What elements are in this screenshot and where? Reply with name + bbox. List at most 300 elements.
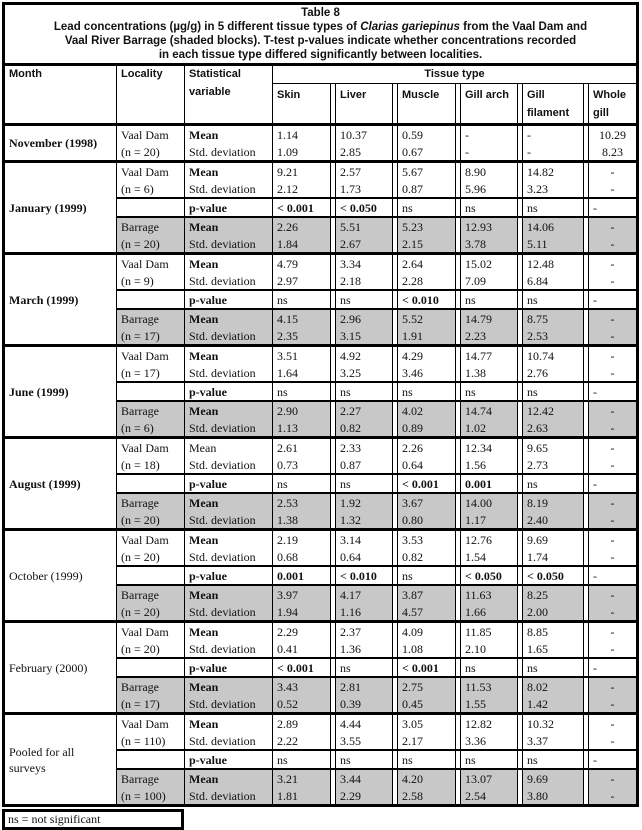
locality-n: (n = 20) [117,548,185,566]
p-value-cell: ns [398,382,456,401]
stat-label-p: p-value [185,198,273,217]
value-cell: 5.96 [465,181,486,196]
value-cell: 7.09 [465,273,486,288]
value-cell: - [589,603,638,622]
value-cell: 12.42 [523,401,584,419]
table-row [4,438,638,457]
locality-n: (n = 100) [117,787,185,806]
stat-label-mean: Mean [185,438,273,457]
p-value-cell: ns [461,382,518,401]
value-cell: 3.05 [398,714,456,733]
value-cell: 2.89 [273,714,331,733]
value-cell: 1.38 [273,511,331,530]
stat-label-sd: Std. deviation [185,364,273,382]
value-cell: 14.82 [523,162,584,181]
caption-line: in each tissue type differed significantly between localities. [158,49,483,61]
p-value-cell: - [589,198,638,217]
value-cell: 3.55 [340,733,361,748]
value-cell: - [589,401,638,419]
value-cell: 2.29 [273,622,331,641]
p-value-cell: ns [461,750,518,769]
value-cell: 11.53 [461,677,518,695]
value-cell: 4.57 [398,603,456,622]
value-cell: 2.53 [523,327,584,346]
value-cell: 2.00 [523,603,584,622]
value-cell: 1.74 [527,549,548,564]
value-cell: 1.84 [273,235,331,254]
value-cell: 0.82 [402,549,423,564]
stat-label-p: p-value [185,566,273,585]
stat-label-mean: Mean [185,254,273,273]
value-cell: 3.25 [340,365,361,380]
value-cell: - [610,273,615,288]
value-cell: 9.69 [523,530,584,549]
value-cell: 1.38 [465,365,486,380]
stat-label-p: p-value [185,658,273,677]
month-cell: March (1999) [4,254,117,346]
month-cell: Pooled for all surveys [4,714,117,806]
value-cell: 0.45 [398,695,456,714]
month-cell: February (2000) [4,622,117,714]
species-name: Clarias gariepinus [360,21,460,33]
value-cell: 2.76 [527,365,548,380]
locality-n: (n = 18) [117,456,185,474]
value-cell: 1.81 [273,787,331,806]
value-cell: 1.14 [273,125,331,144]
value-cell: - [589,677,638,695]
value-cell: - [589,530,638,549]
locality-name: Barrage [117,309,185,327]
value-cell: 2.26 [273,217,331,235]
value-cell: - [589,217,638,235]
stat-label-sd: Std. deviation [185,143,273,162]
value-cell: 2.67 [336,235,393,254]
value-cell: 14.00 [461,493,518,511]
p-value-cell: - [589,750,638,769]
value-cell: 2.10 [465,641,486,656]
value-cell: 1.66 [461,603,518,622]
value-cell: 9.69 [523,769,584,787]
caption-line [9,20,632,34]
value-cell: - [589,327,638,346]
header-text: filament [527,107,570,119]
value-cell: 6.84 [527,273,548,288]
value-cell: 1.42 [523,695,584,714]
locality-name: Vaal Dam [117,125,185,144]
stat-label-sd: Std. deviation [185,732,273,750]
table-row [4,714,638,733]
locality-n: (n = 20) [117,603,185,622]
value-cell: 4.29 [398,346,456,365]
p-value-cell: ns [461,198,518,217]
header-month: Month [9,68,42,80]
value-cell: 1.08 [402,641,423,656]
table-row [4,622,638,641]
value-cell: - [589,235,638,254]
p-value-cell: ns [336,658,393,677]
value-cell: 11.63 [461,585,518,603]
value-cell: 12.48 [523,254,584,273]
value-cell: 0.64 [340,549,361,564]
p-value-cell: ns [523,474,584,493]
locality-name: Vaal Dam [117,346,185,365]
locality-name: Barrage [117,585,185,603]
p-value-cell: - [589,382,638,401]
header-text: gill [593,107,609,119]
value-cell: 8.02 [523,677,584,695]
value-cell: 0.41 [273,640,331,658]
caption-line: Vaal River Barrage (shaded blocks). T-test p-values indicate whether concentrations recorded [64,35,577,47]
month-cell: November (1998) [4,125,117,162]
month-cell: October (1999) [4,530,117,622]
p-value-cell: ns [523,382,584,401]
stat-label-mean: Mean [185,769,273,787]
value-cell: 1.02 [461,419,518,438]
header-row [4,65,638,84]
p-value-cell: ns [523,198,584,217]
stat-label-sd: Std. deviation [185,695,273,714]
header-tissue [589,84,638,125]
header-tissue [461,84,518,125]
p-value-cell: ns [273,382,331,401]
value-cell: 3.51 [273,346,331,365]
value-cell: - [610,181,615,196]
value-cell: 1.17 [461,511,518,530]
value-cell: - [610,457,615,472]
month-cell: August (1999) [4,438,117,530]
value-cell: 4.20 [398,769,456,787]
value-cell: 0.89 [398,419,456,438]
value-cell: 3.46 [402,365,423,380]
value-cell: - [461,125,518,144]
value-cell: - [589,769,638,787]
header-locality: Locality [117,65,185,125]
header-statistical-variable [185,65,273,125]
value-cell: 1.55 [461,695,518,714]
value-cell: 1.64 [273,364,331,382]
value-cell: 14.06 [523,217,584,235]
locality-n: (n = 20) [117,640,185,658]
locality-empty [117,290,185,309]
stat-label-sd: Std. deviation [185,548,273,566]
value-cell: 2.23 [461,327,518,346]
value-cell: - [610,365,615,380]
locality-n: (n = 9) [117,272,185,290]
p-value-cell: ns [273,750,331,769]
value-cell: - [589,254,638,273]
value-cell: - [465,144,469,159]
p-value-cell: < 0.050 [523,566,584,585]
value-cell: 8.90 [461,162,518,181]
value-cell: 2.73 [527,457,548,472]
value-cell: 10.37 [336,125,393,144]
value-cell: 3.15 [336,327,393,346]
value-cell: 11.85 [461,622,518,641]
value-cell: 3.87 [398,585,456,603]
p-value-cell: < 0.001 [398,474,456,493]
value-cell: 5.52 [398,309,456,327]
value-cell: 2.96 [336,309,393,327]
stat-label-sd: Std. deviation [185,640,273,658]
value-cell: 0.64 [402,457,423,472]
value-cell: 2.97 [273,272,331,290]
value-cell: 2.19 [273,530,331,549]
header-text: Whole [593,89,626,101]
data-table [2,63,639,807]
p-value-cell: - [589,290,638,309]
value-cell: 0.87 [340,457,361,472]
value-cell: 4.92 [336,346,393,365]
value-cell: - [527,144,531,159]
footnote: ns = not significant [2,809,184,830]
value-cell: 13.07 [461,769,518,787]
value-cell: 2.28 [402,273,423,288]
value-cell: 0.80 [398,511,456,530]
value-cell: 12.76 [461,530,518,549]
p-value-cell: < 0.010 [398,290,456,309]
locality-name: Barrage [117,677,185,695]
value-cell: 3.53 [398,530,456,549]
value-cell: 2.63 [523,419,584,438]
p-value-cell: ns [273,474,331,493]
value-cell: 2.61 [273,438,331,457]
value-cell: 14.74 [461,401,518,419]
locality-name: Vaal Dam [117,438,185,457]
value-cell: 4.15 [273,309,331,327]
stat-label-sd: Std. deviation [185,511,273,530]
value-cell: 1.94 [273,603,331,622]
locality-name: Barrage [117,493,185,511]
value-cell: 3.43 [273,677,331,695]
stat-label-sd: Std. deviation [185,603,273,622]
p-value-cell: - [589,658,638,677]
header-text: Liver [340,89,367,101]
header-text: Statistical [189,68,241,80]
header-text: Gill [527,89,545,101]
value-cell: - [589,419,638,438]
stat-label-sd: Std. deviation [185,235,273,254]
locality-n: (n = 20) [117,143,185,162]
value-cell: 8.75 [523,309,584,327]
stat-label-mean: Mean [185,493,273,511]
p-value-cell: < 0.050 [461,566,518,585]
value-cell: - [589,309,638,327]
p-value-cell: < 0.001 [398,658,456,677]
value-cell: - [610,549,615,564]
locality-name: Vaal Dam [117,162,185,181]
p-value-cell: ns [461,290,518,309]
value-cell: 3.36 [465,733,486,748]
stat-label-sd: Std. deviation [185,419,273,438]
value-cell: 0.68 [273,548,331,566]
value-cell: 2.35 [273,327,331,346]
p-value-cell: ns [273,290,331,309]
value-cell: 2.18 [340,273,361,288]
value-cell: 3.21 [273,769,331,787]
value-cell: 8.19 [523,493,584,511]
stat-label-mean: Mean [185,714,273,733]
value-cell: 3.67 [398,493,456,511]
caption-text: from the Vaal Dam and [459,21,588,33]
header-text: Gill arch [465,89,510,101]
locality-name: Vaal Dam [117,530,185,549]
value-cell: 4.44 [336,714,393,733]
value-cell: 1.91 [398,327,456,346]
p-value-cell: ns [523,750,584,769]
value-cell: 14.79 [461,309,518,327]
value-cell: - [589,714,638,733]
stat-label-sd: Std. deviation [185,272,273,290]
value-cell: 0.59 [398,125,456,144]
value-cell: 3.97 [273,585,331,603]
value-cell: 0.73 [273,456,331,474]
locality-empty [117,750,185,769]
value-cell: 2.85 [340,144,361,159]
header-text: variable [189,86,231,98]
table-number: Table 8 [301,7,340,19]
stat-label-p: p-value [185,382,273,401]
value-cell: 2.40 [523,511,584,530]
value-cell: 3.44 [336,769,393,787]
locality-empty [117,474,185,493]
value-cell: 1.54 [465,549,486,564]
stat-label-sd: Std. deviation [185,456,273,474]
value-cell: 1.65 [527,641,548,656]
value-cell: 1.13 [273,419,331,438]
value-cell: 1.16 [336,603,393,622]
value-cell: 2.29 [336,787,393,806]
value-cell: 3.37 [527,733,548,748]
stat-label-mean: Mean [185,162,273,181]
header-tissue [273,84,331,125]
value-cell: 4.79 [273,254,331,273]
value-cell: 2.22 [273,732,331,750]
table-row [4,125,638,144]
p-value-cell: ns [461,658,518,677]
stat-label-mean: Mean [185,217,273,235]
value-cell: 4.09 [398,622,456,641]
p-value-cell: < 0.010 [336,566,393,585]
value-cell: 3.80 [523,787,584,806]
p-value-cell: ns [336,290,393,309]
stat-label-mean: Mean [185,401,273,419]
value-cell: 0.87 [402,181,423,196]
value-cell: 5.67 [398,162,456,181]
locality-n: (n = 17) [117,364,185,382]
value-cell: 10.32 [523,714,584,733]
header-tissue [523,84,584,125]
stat-label-mean: Mean [185,677,273,695]
value-cell: 2.75 [398,677,456,695]
month-cell: January (1999) [4,162,117,254]
stat-label-p: p-value [185,290,273,309]
value-cell: - [589,787,638,806]
locality-n: (n = 17) [117,327,185,346]
value-cell: 10.74 [523,346,584,365]
locality-empty [117,382,185,401]
value-cell: - [589,346,638,365]
value-cell: - [589,511,638,530]
value-cell: - [589,162,638,181]
locality-name: Barrage [117,217,185,235]
p-value-cell: ns [398,566,456,585]
table-row [4,530,638,549]
stat-label-mean: Mean [185,585,273,603]
header-tissue [398,84,456,125]
locality-empty [117,658,185,677]
value-cell: 8.25 [523,585,584,603]
value-cell: 5.51 [336,217,393,235]
value-cell: 3.23 [527,181,548,196]
locality-n: (n = 6) [117,419,185,438]
locality-name: Barrage [117,769,185,787]
stat-label-sd: Std. deviation [185,327,273,346]
stat-label-sd: Std. deviation [185,180,273,198]
stat-label-p: p-value [185,750,273,769]
value-cell: - [610,641,615,656]
value-cell: 1.36 [340,641,361,656]
p-value-cell: < 0.001 [273,198,331,217]
locality-name: Vaal Dam [117,714,185,733]
header-text: Skin [277,89,301,101]
p-value-cell: < 0.001 [273,658,331,677]
value-cell: 2.90 [273,401,331,419]
value-cell: 3.34 [336,254,393,273]
p-value-cell: ns [398,198,456,217]
locality-name: Vaal Dam [117,622,185,641]
header-text: Muscle [402,89,440,101]
value-cell: 0.52 [273,695,331,714]
value-cell: 2.33 [336,438,393,457]
table-row [4,346,638,365]
value-cell: - [589,585,638,603]
locality-empty [117,566,185,585]
header-tissue-type: Tissue type [273,65,638,84]
table-8 [2,2,639,830]
stat-label-mean: Mean [185,346,273,365]
caption-text: Lead concentrations (µg/g) in 5 different tissue types of [53,21,361,33]
locality-name: Vaal Dam [117,254,185,273]
p-value-cell: ns [523,290,584,309]
value-cell: 1.92 [336,493,393,511]
value-cell: - [610,733,615,748]
value-cell: 1.73 [340,181,361,196]
value-cell: 1.32 [336,511,393,530]
locality-n: (n = 20) [117,511,185,530]
value-cell: 4.02 [398,401,456,419]
value-cell: 2.81 [336,677,393,695]
value-cell: 5.11 [523,235,584,254]
value-cell: 0.82 [336,419,393,438]
value-cell: 2.17 [402,733,423,748]
value-cell: 0.39 [336,695,393,714]
value-cell: 12.93 [461,217,518,235]
stat-label-mean: Mean [185,530,273,549]
stat-label-mean: Mean [185,622,273,641]
table-row [4,162,638,181]
table-caption [2,2,639,63]
p-value-cell: - [589,474,638,493]
value-cell: 12.82 [461,714,518,733]
value-cell: 2.27 [336,401,393,419]
p-value-cell: - [589,566,638,585]
value-cell: - [589,695,638,714]
table-row [4,254,638,273]
locality-n: (n = 20) [117,235,185,254]
value-cell: 5.23 [398,217,456,235]
p-value-cell: ns [336,474,393,493]
value-cell: - [523,125,584,144]
